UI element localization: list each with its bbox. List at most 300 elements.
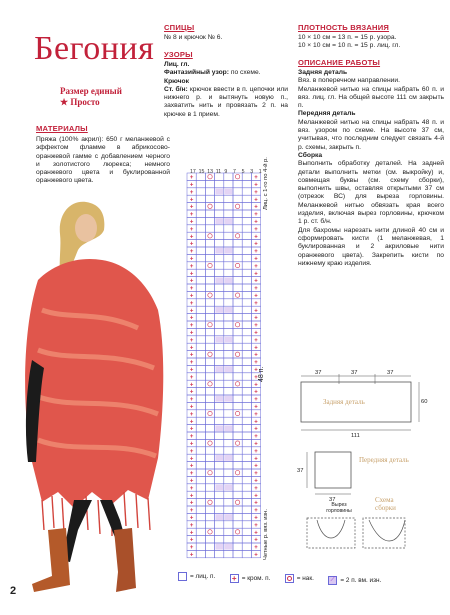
chart-cell xyxy=(215,550,224,557)
edge-stitch-mark: + xyxy=(189,234,194,241)
edge-stitch-mark: + xyxy=(189,323,194,330)
chart-cell xyxy=(196,195,205,202)
chart-cell xyxy=(233,462,242,469)
purl-two-together-mark xyxy=(225,218,233,224)
chart-cell xyxy=(233,240,242,247)
chart-cell xyxy=(233,536,242,543)
edge-stitch-mark: + xyxy=(254,411,258,418)
yarn-over-mark xyxy=(235,204,239,208)
chart-cell xyxy=(224,447,233,454)
yarn-over-mark xyxy=(208,323,212,327)
chart-cell xyxy=(242,180,251,187)
chart-cell xyxy=(205,336,214,343)
edge-stitch-icon: + xyxy=(230,574,239,583)
edge-stitch-mark: + xyxy=(254,471,258,478)
materials-section xyxy=(36,124,170,186)
pattern-stockinette-label: Лиц. гл. xyxy=(164,61,190,68)
chart-cell xyxy=(215,225,224,232)
purl-two-together-mark xyxy=(215,277,223,283)
chart-cell xyxy=(196,373,205,380)
chart-cell xyxy=(196,425,205,432)
edge-stitch-mark: + xyxy=(189,219,194,226)
chart-cell xyxy=(215,528,224,535)
chart-cell xyxy=(215,262,224,269)
purl-two-together-mark xyxy=(215,337,223,343)
chart-cell xyxy=(205,365,214,372)
chart-cell xyxy=(233,269,242,276)
dim-back-right: 37 xyxy=(387,370,394,376)
chart-cell xyxy=(233,395,242,402)
chart-cell xyxy=(205,499,214,506)
chart-cell xyxy=(242,491,251,498)
chart-cell xyxy=(224,528,233,535)
chart-cell xyxy=(224,351,233,358)
chart-cell xyxy=(205,351,214,358)
chart-cell xyxy=(242,513,251,520)
chart-cell xyxy=(215,321,224,328)
chart-cell xyxy=(242,536,251,543)
chart-cell xyxy=(215,380,224,387)
purl-two-together-mark xyxy=(215,455,223,461)
chart-cell xyxy=(215,536,224,543)
dim-front-width: 37 xyxy=(329,497,336,503)
edge-stitch-mark: + xyxy=(254,323,258,330)
edge-stitch-mark: + xyxy=(189,330,194,337)
edge-stitch-mark: + xyxy=(189,226,194,233)
yarn-over-mark xyxy=(208,441,212,445)
purl-two-together-mark xyxy=(215,218,223,224)
chart-cell xyxy=(205,476,214,483)
purl-two-together-mark xyxy=(225,337,233,343)
chart-cell xyxy=(205,388,214,395)
chart-cell xyxy=(242,521,251,528)
chart-cell xyxy=(233,217,242,224)
dim-back-mid: 37 xyxy=(351,370,358,376)
chart-cell xyxy=(224,321,233,328)
chart-cell xyxy=(242,528,251,535)
edge-stitch-mark: + xyxy=(254,278,258,285)
chart-cell xyxy=(196,306,205,313)
edge-stitch-mark: + xyxy=(189,315,194,322)
chart-cell xyxy=(242,314,251,321)
chart-cell xyxy=(215,521,224,528)
yarn-over-mark xyxy=(235,263,239,267)
chart-cell xyxy=(242,321,251,328)
chart-cell xyxy=(205,299,214,306)
chart-cell xyxy=(196,388,205,395)
edge-stitch-mark: + xyxy=(254,397,258,404)
chart-cell xyxy=(242,284,251,291)
chart-cell xyxy=(205,180,214,187)
purl-two-together-mark xyxy=(215,307,223,313)
edge-stitch-mark: + xyxy=(189,300,194,307)
chart-cell xyxy=(224,536,233,543)
knitting-chart xyxy=(183,165,268,560)
chart-cell xyxy=(233,328,242,335)
chart-cell xyxy=(242,254,251,261)
chart-cell xyxy=(242,232,251,239)
chart-cell xyxy=(215,343,224,350)
chart-cell xyxy=(233,232,242,239)
purl-two-together-mark xyxy=(225,307,233,313)
legend-item-knit: = лиц. п. xyxy=(178,572,215,581)
purl-two-together-mark xyxy=(225,425,233,431)
purl-two-together-mark xyxy=(215,248,223,254)
chart-cell xyxy=(205,469,214,476)
edge-stitch-mark: + xyxy=(189,197,194,204)
chart-cell xyxy=(196,269,205,276)
chart-cell xyxy=(196,232,205,239)
chart-cell xyxy=(215,203,224,210)
chart-cell xyxy=(205,425,214,432)
chart-cell xyxy=(233,543,242,550)
chart-cell xyxy=(205,284,214,291)
chart-cell xyxy=(205,506,214,513)
chart-row-number: 1 xyxy=(258,169,262,175)
edge-stitch-mark: + xyxy=(254,204,258,211)
chart-cell xyxy=(224,195,233,202)
chart-cell xyxy=(196,336,205,343)
chart-cell xyxy=(224,358,233,365)
chart-cell xyxy=(242,550,251,557)
chart-cell xyxy=(205,373,214,380)
front-piece-p1: Меланжевой нитью на спицы набрать 48 п. и вяз. узором по схеме. На высоте 37 см, учитывая, что последним следует связать 4-й р. схемы, закрыть п. xyxy=(298,118,444,151)
chart-cell xyxy=(233,336,242,343)
edge-stitch-mark: + xyxy=(254,308,258,315)
chart-cell xyxy=(205,484,214,491)
chart-cell xyxy=(224,210,233,217)
yarn-over-mark xyxy=(208,204,212,208)
chart-cell xyxy=(215,232,224,239)
chart-cell xyxy=(205,513,214,520)
chart-cell xyxy=(205,491,214,498)
edge-stitch-mark: + xyxy=(254,226,258,233)
yarn-over-mark xyxy=(208,530,212,534)
edge-stitch-mark: + xyxy=(254,189,258,196)
chart-cell xyxy=(224,343,233,350)
knit-stitch-icon xyxy=(178,572,187,581)
chart-cell xyxy=(242,188,251,195)
purl-two-together-mark xyxy=(215,189,223,195)
chart-cell xyxy=(205,225,214,232)
yarn-over-mark xyxy=(208,352,212,356)
edge-stitch-mark: + xyxy=(189,241,194,248)
edge-stitch-mark: + xyxy=(254,337,258,344)
materials-heading: МАТЕРИАЛЫ xyxy=(36,124,88,133)
chart-cell xyxy=(233,210,242,217)
chart-cell xyxy=(242,343,251,350)
chart-cell xyxy=(196,536,205,543)
edge-stitch-mark: + xyxy=(189,278,194,285)
edge-stitch-mark: + xyxy=(189,404,194,411)
edge-stitch-mark: + xyxy=(189,537,194,544)
chart-cell xyxy=(215,328,224,335)
edge-stitch-mark: + xyxy=(254,197,258,204)
assembly-label: Сборка xyxy=(298,151,323,159)
chart-cell xyxy=(196,528,205,535)
patterns-section xyxy=(164,50,288,119)
knitting-chart-grid xyxy=(183,165,268,560)
edge-stitch-mark: + xyxy=(189,522,194,529)
purl-two-together-mark xyxy=(215,425,223,431)
chart-cell xyxy=(215,491,224,498)
chart-cell xyxy=(205,543,214,550)
chart-cell xyxy=(205,217,214,224)
chart-cell xyxy=(233,321,242,328)
chart-cell xyxy=(242,543,251,550)
chart-cell xyxy=(196,284,205,291)
edge-stitch-mark: + xyxy=(189,508,194,515)
purl-two-together-mark xyxy=(225,396,233,402)
chart-cell xyxy=(224,262,233,269)
purl-two-together-mark xyxy=(215,514,223,520)
chart-cell xyxy=(224,550,233,557)
chart-cell xyxy=(205,550,214,557)
chart-cell xyxy=(215,351,224,358)
edge-stitch-mark: + xyxy=(254,293,258,300)
chart-cell xyxy=(196,180,205,187)
yarn-over-icon xyxy=(285,574,294,583)
chart-cell xyxy=(224,402,233,409)
purl-two-together-mark xyxy=(225,189,233,195)
pattern-sc-text: крючок ввести в п. цепочки или нижнего р. и вытянуть новую п., захватить нить и провязать 2 п. на крючке в 1 прием. xyxy=(164,85,288,118)
chart-cell xyxy=(242,462,251,469)
chart-cell xyxy=(196,188,205,195)
chart-cell xyxy=(233,351,242,358)
chart-cell xyxy=(196,395,205,402)
chart-cell xyxy=(242,410,251,417)
chart-cell xyxy=(224,521,233,528)
chart-cell xyxy=(224,373,233,380)
chart-cell xyxy=(224,506,233,513)
chart-cell xyxy=(215,210,224,217)
chart-cell xyxy=(224,388,233,395)
chart-cell xyxy=(242,291,251,298)
edge-stitch-mark: + xyxy=(189,175,194,182)
edge-stitch-mark: + xyxy=(189,530,194,537)
edge-stitch-mark: + xyxy=(254,256,258,263)
model-photo xyxy=(8,200,174,595)
assembly-caption: Схема сборки xyxy=(375,496,396,512)
chart-cell xyxy=(233,499,242,506)
chart-cell xyxy=(196,491,205,498)
chart-cell xyxy=(205,380,214,387)
pattern-sc-label: Ст. б/н: xyxy=(164,85,188,93)
chart-cell xyxy=(224,410,233,417)
chart-cell xyxy=(215,388,224,395)
chart-cell xyxy=(215,432,224,439)
chart-cell xyxy=(233,314,242,321)
chart-row-number: 13 xyxy=(207,169,213,175)
purl-two-together-mark xyxy=(225,485,233,491)
page-number: 2 xyxy=(10,585,17,597)
legend-item-yarnover: = нак. xyxy=(285,574,314,583)
edge-stitch-mark: + xyxy=(189,485,194,492)
chart-cell xyxy=(196,447,205,454)
chart-cell xyxy=(205,240,214,247)
chart-cell xyxy=(205,454,214,461)
chart-cell xyxy=(233,225,242,232)
yarn-over-mark xyxy=(208,263,212,267)
yarn-over-mark xyxy=(208,234,212,238)
edge-stitch-mark: + xyxy=(189,448,194,455)
chart-cell xyxy=(242,454,251,461)
chart-cell xyxy=(205,410,214,417)
edge-stitch-mark: + xyxy=(189,478,194,485)
chart-cell xyxy=(205,521,214,528)
edge-stitch-mark: + xyxy=(189,367,194,374)
edge-stitch-mark: + xyxy=(189,552,194,559)
page-title: Бегония xyxy=(34,30,155,67)
chart-row-number: 17 xyxy=(190,169,196,175)
chart-cell xyxy=(215,358,224,365)
chart-cell xyxy=(224,499,233,506)
edge-stitch-mark: + xyxy=(189,493,194,500)
chart-cell xyxy=(242,417,251,424)
yarn-over-mark xyxy=(208,500,212,504)
chart-cell xyxy=(215,439,224,446)
edge-stitch-mark: + xyxy=(254,515,258,522)
chart-cell xyxy=(233,188,242,195)
back-piece-caption: Задняя деталь xyxy=(323,398,365,406)
purl-two-together-mark xyxy=(225,366,233,372)
yarn-over-mark xyxy=(235,382,239,386)
chart-cell xyxy=(242,269,251,276)
chart-cell xyxy=(233,299,242,306)
edge-stitch-mark: + xyxy=(254,456,258,463)
chart-cell xyxy=(205,203,214,210)
chart-cell xyxy=(233,410,242,417)
chart-cell xyxy=(215,284,224,291)
work-section xyxy=(298,58,444,268)
yarn-over-mark xyxy=(208,471,212,475)
chart-cell xyxy=(233,521,242,528)
purl-two-together-mark xyxy=(225,455,233,461)
edge-stitch-mark: + xyxy=(254,500,258,507)
back-piece-p1: Вяз. в поперечном направлении. xyxy=(298,77,400,85)
chart-cell xyxy=(196,499,205,506)
chart-cell xyxy=(233,203,242,210)
chart-cell xyxy=(215,462,224,469)
chart-cell xyxy=(215,499,224,506)
chart-cell xyxy=(215,269,224,276)
chart-cell xyxy=(215,417,224,424)
chart-cell xyxy=(196,358,205,365)
chart-cell xyxy=(233,484,242,491)
edge-stitch-mark: + xyxy=(254,241,258,248)
chart-cell xyxy=(205,432,214,439)
chart-cell xyxy=(242,425,251,432)
edge-stitch-mark: + xyxy=(189,471,194,478)
chart-row-numbers xyxy=(186,163,266,173)
chart-cell xyxy=(205,536,214,543)
yarn-over-mark xyxy=(235,411,239,415)
edge-stitch-mark: + xyxy=(254,367,258,374)
chart-row-number: 3 xyxy=(250,169,254,175)
needles-text: № 8 и крючок № 6. xyxy=(164,34,223,41)
chart-cell xyxy=(205,210,214,217)
edge-stitch-mark: + xyxy=(189,256,194,263)
edge-stitch-mark: + xyxy=(189,411,194,418)
edge-stitch-mark: + xyxy=(254,389,258,396)
chart-cell xyxy=(196,380,205,387)
yarn-over-mark xyxy=(235,471,239,475)
chart-left-bottom-label: Четные р. вяз. изн. xyxy=(263,509,269,560)
assembly-p1: Выполнить обработку деталей. На задней детали выполнить метки (см. выкройку) и, совмещая буквы (см. схему сборки), выполнить швы, оставляя открытыми 37 см (отрезок ВС) для выреза горловины. Меланжевой нитью обвязать края всего изделия, включая вырез горловины, крючком 1 р. ст. б/н. xyxy=(298,160,444,226)
chart-cell xyxy=(196,410,205,417)
chart-cell xyxy=(233,373,242,380)
chart-cell xyxy=(196,351,205,358)
edge-stitch-mark: + xyxy=(254,478,258,485)
chart-cell xyxy=(224,180,233,187)
neckline-caption: Вырез горловины xyxy=(326,502,352,514)
chart-cell xyxy=(233,343,242,350)
edge-stitch-mark: + xyxy=(254,493,258,500)
purl-two-together-icon: ⟋ xyxy=(328,576,337,585)
chart-cell xyxy=(224,432,233,439)
chart-cell xyxy=(233,425,242,432)
chart-cell xyxy=(205,462,214,469)
chart-right-label: Лиц. с 1-го по 4-й р. xyxy=(263,157,269,210)
pattern-fancy-text: по схеме. xyxy=(230,69,261,77)
chart-cell xyxy=(233,388,242,395)
dim-back-left: 37 xyxy=(315,370,322,376)
pattern-crochet-label: Крючок xyxy=(164,77,189,85)
chart-cell xyxy=(242,358,251,365)
edge-stitch-mark: + xyxy=(189,389,194,396)
chart-cell xyxy=(242,336,251,343)
edge-stitch-mark: + xyxy=(254,300,258,307)
edge-stitch-mark: + xyxy=(254,537,258,544)
chart-cell xyxy=(205,528,214,535)
edge-stitch-mark: + xyxy=(254,530,258,537)
chart-cell xyxy=(205,254,214,261)
chart-cell xyxy=(196,343,205,350)
chart-cell xyxy=(233,180,242,187)
edge-stitch-mark: + xyxy=(189,337,194,344)
chart-row-number: 7 xyxy=(233,169,236,175)
chart-cell xyxy=(224,462,233,469)
chart-cell xyxy=(196,439,205,446)
chart-cell xyxy=(196,203,205,210)
density-line-1: 10 × 10 см = 13 п. = 15 р. узора. xyxy=(298,34,397,41)
chart-cell xyxy=(205,269,214,276)
chart-cell xyxy=(242,380,251,387)
edge-stitch-mark: + xyxy=(189,308,194,315)
chart-cell xyxy=(242,373,251,380)
chart-cell xyxy=(233,476,242,483)
edge-stitch-mark: + xyxy=(254,263,258,270)
chart-cell xyxy=(233,284,242,291)
edge-stitch-mark: + xyxy=(254,508,258,515)
yarn-over-mark xyxy=(235,500,239,504)
chart-cell xyxy=(233,447,242,454)
chart-cell xyxy=(242,388,251,395)
chart-cell xyxy=(233,380,242,387)
chart-cell xyxy=(233,469,242,476)
edge-stitch-mark: + xyxy=(254,426,258,433)
chart-cell xyxy=(224,299,233,306)
materials-text: Пряжа (100% акрил): 650 г меланжевой с эффектом фламме в абрикосово-оранжевой гамме с добавлением черного и золотистого люрекса; немного оранжевого цвета и буклированной оранжевого цвета. xyxy=(36,136,170,185)
edge-stitch-mark: + xyxy=(254,219,258,226)
edge-stitch-mark: + xyxy=(189,263,194,270)
chart-cell xyxy=(242,484,251,491)
chart-cell xyxy=(196,462,205,469)
yarn-over-mark xyxy=(235,530,239,534)
chart-cell xyxy=(196,506,205,513)
chart-cell xyxy=(242,306,251,313)
chart-cell xyxy=(242,217,251,224)
